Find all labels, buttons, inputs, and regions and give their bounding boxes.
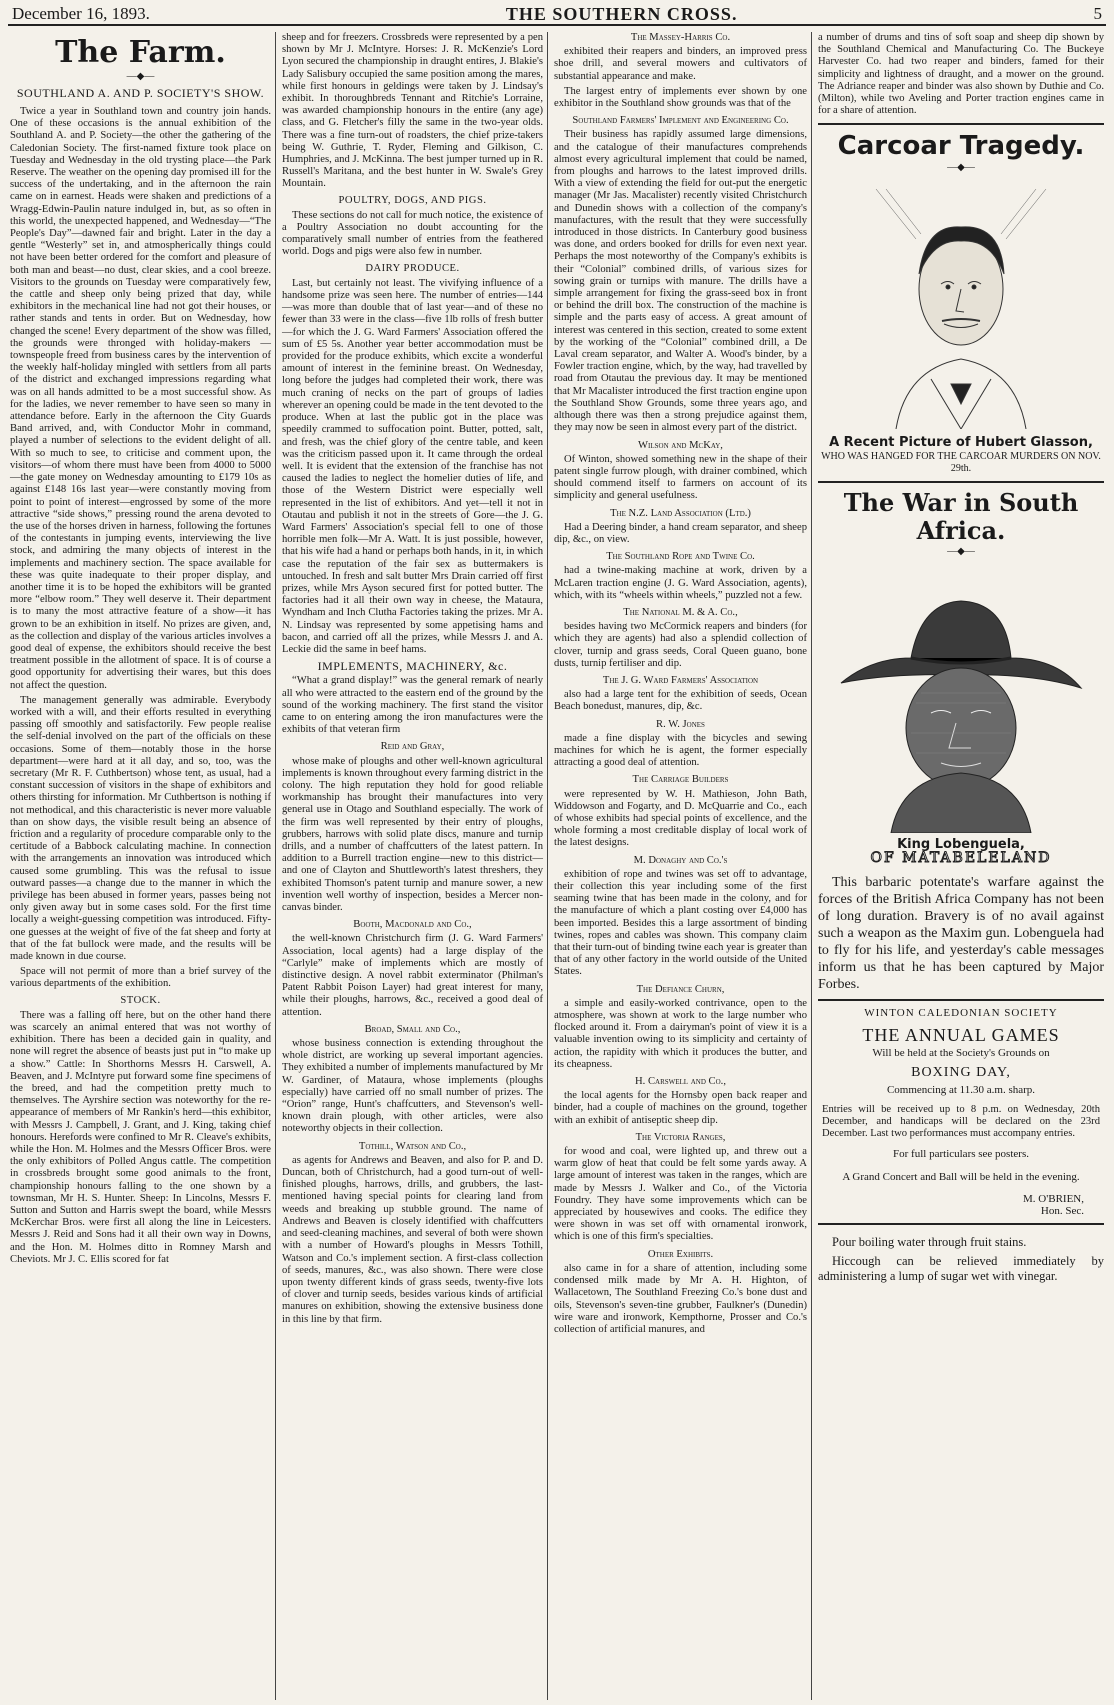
divider: [818, 481, 1104, 483]
implements-heading: IMPLEMENTS, MACHINERY, &c.: [317, 659, 508, 674]
column-4: [814, 32, 1108, 1700]
divider: [818, 999, 1104, 1001]
masthead: [8, 4, 1106, 26]
ad-posters: For full particulars see posters.: [893, 1148, 1029, 1161]
ad-concert: A Grand Concert and Ball will be held in the evening.: [842, 1170, 1080, 1183]
paragraph: for wood and coal, were lighted up, and threw out a warm glow of heat that could be felt some yards away. A large amount of interest was taken in the ranges, which are made by Messrs J. Walker and Co., of the Victoria Foundry. They have some improvements which can be appreciated by housewives and cooks. The edifice they were shown in was set off with ornamental ironwork, which is one of this firm's specialties.: [554, 1146, 807, 1243]
page-number: 5: [1093, 4, 1102, 23]
paragraph: were represented by W. H. Mathieson, John Bath, Widdowson and Fogarty, and D. McQuarrie and Co., each of whose exhibits had special points of excellence, and the whole forming a most creditable display of local work of the latest designs.: [554, 788, 807, 849]
column-1: [6, 32, 276, 1700]
paragraph: exhibited their reapers and binders, an improved press shoe drill, and several mowers and cultivators of substantial appearance and make.: [554, 46, 807, 82]
paragraph: Twice a year in Southland town and country join hands. One of these occasions is the annual exhibition of the Southland A. and P. Society—the other the gathering of the Caledonian Society. The first-named fixture took place on Tuesday and Wednesday in the old trysting place—the Park Reserve. The weather on the opening day promised ill for the success of the undertaking, and in the afternoon the rain came on in earnest. Heads were shaken and predictions of a Wragg-Edwin-Paulin nature indulged in, but, as so often in this world, the unexpected happened, and Wednesday—“The People's Day”—dawned fair and bright. Later in the day a gentle “Westerly” set in, and atmospherically things could not have been better ordered for the comfort and pleasure of both man and beast—no dust, clear skies, and a cool breeze. Visitors to the grounds on Tuesday were comparatively few, the cattle and sheep only being prized that day, while exhibitors in the mechanical line had not got their houses, or rather stands and tents in order. But on Wednesday, how changed the scene! Every department of the show was filled, the grounds were thronged with holiday-makers — townspeople freed from business cares by the intervention of the weekly half-holiday mingled with settlers from all parts of the district and exchanged impressions regarding what was on all hands admitted to be a most successful show. As for the ladies, we never remember to have seen so many in attendance before. Early in the afternoon the City Guards Band arrived, and, with Conductor Mohr in command, played a number of selections to the evident delight of all. With so much to see, to criticise and comment upon, the visitors—of whom there must have been from 4000 to 5000—the gate money on Wednesday amounting to £179 10s as against £148 16s last year—were constantly moving from point to point of interest—engrossed by some of the more attractive “side shows,” pressing round the arena devoted to the use of the horses driven in harness, following the fortunes of the contestants in jumping events, interviewing the live stock, and admiring the many objects of interest in the implements and machinery section. The space available for these was quite inadequate to their proper display, and another time it is to be hoped the exhibitors will be granted more “elbow room.” They well deserve it. Their department is to many the most attractive feature of a show—it has grown to be an exhibition in itself. No prizes are given, and, as the collection and display of the various articles involves a good deal of expense, the exhibitors should receive the best treatment possible in the allotment of space. It is of course a good opportunity for advertising their wares, but this does not affect the question.: [10, 106, 271, 691]
paragraph: as agents for Andrews and Beaven, and also for P. and D. Duncan, both of Christchurch, had a good turn-out of well-finished ploughs, harrows, drills, and grubbers, the last-mentioned having special points for clearing land from weeds and breaking up stubble ground. The name of Andrews and Beaven is closely identified with chaffcutters and seed-cleaning machines, and several of both were shown with a number of Howard's ploughs in Messrs Tothill, Watson and Co.'s implement section. A first-class collection of seeds, manures, &c., was also shown. There were close upon twenty different kinds of grass seeds, twenty-five lots of clover and turnip seeds, besides various kinds of artificial manures on exhibition, showing the extensive business done in this line by that firm.: [282, 1154, 543, 1325]
issue-date: December 16, 1893.: [12, 4, 150, 23]
games-advertisement: [818, 1007, 1104, 1217]
ad-signatory: M. O'BRIEN,: [1023, 1192, 1084, 1205]
firm-heading: M. Donaghy and Co.'s: [633, 854, 728, 866]
ad-held: Will be held at the Society's Grounds on: [872, 1047, 1050, 1060]
firm-heading: R. W. Jones: [656, 718, 705, 730]
stock-heading: STOCK.: [120, 994, 161, 1006]
firm-heading: The Carriage Builders: [632, 774, 729, 786]
paragraph: the local agents for the Hornsby open back reaper and binder, had a couple of machines on the ground, together with an exhibit of antiseptic sheep dip.: [554, 1090, 807, 1126]
matabeleland-caption: OF MATABELELAND: [870, 849, 1052, 866]
glasson-portrait: [856, 179, 1066, 429]
diamond-ornament-icon: ―◆―: [947, 546, 975, 558]
portrait-caption: A Recent Picture of Hubert Glasson,: [829, 435, 1093, 451]
hint-hiccough: Hiccough can be relieved immediately by administering a lump of sugar wet with vinegar.: [818, 1254, 1104, 1284]
firm-heading: The Massey-Harris Co.: [630, 32, 731, 43]
firm-heading: Southland Farmers' Implement and Engineering Co.: [572, 115, 789, 127]
carcoar-title: Carcoar Tragedy.: [837, 131, 1085, 162]
paragraph: the well-known Christchurch firm (J. G. Ward Farmers' Association, local agents) had a large display of the “Carlyle” make of implements which are mostly of distinctive design. A novel rabbit exterminator (Philman's Patent Rabbit Poison Layer) had great interest for many, while their ploughs, harrows, &c., received a good deal of attention.: [282, 933, 543, 1018]
divider: [818, 123, 1104, 125]
paragraph: Had a Deering binder, a hand cream separator, and sheep dip, &c., on view.: [554, 521, 807, 545]
firm-heading: Booth, Macdonald and Co.,: [353, 919, 472, 931]
paragraph: Last, but certainly not least. The vivifying influence of a handsome prize was seen here. The number of entries—144—was more than double that of last year—and of these no fewer than 33 were in the class—five 1lb rolls of fresh butter—for which the J. G. Ward Farmers' Association offered the sum of £5 5s. Another year better accommodation must be provided for the produce exhibits, which excite a wonderful amount of interest in the feminine breast. On Wednesday, long before the judges had completed their work, there was much craning of necks on the part of groups of ladies wherever an opening could be made in the tent devoted to the produce. When at last the public got in the place was speedily crammed to suffocation point. Butter, potted, salt, and fresh, was the chief glory of the centre table, and keen was the criticism passed upon it. It came through the ordeal well. It is evident that the extension of the franchise has not caused the ladies to neglect the homelier duties of life, and those of the Western District were especially well represented in the list of exhibitors. And yet—tell it not in Otautau and publish it not in the streets of Gore—the J. G. Ward Farmers' Association's special fell to one of those horrible men folk—Mr A. Watt. It is just possible, however, that his wife had a hand or perhaps both hands, in it, in which case the reputation of the fair sex as buttermakers is untouched. In fresh and salt butter Mrs Drain carried off first prizes, while Mrs Ayson secured first for potted butter. The factories had it all their own way in cheese, the Mataura, Wyndham and Inch Clutha Factories taking the prizes. Mr A. N. Lindsay was represented by some appetising hams and bacon, and carried off all the prizes, while Messrs J. and A. Leckie did the same in beef hams.: [282, 277, 543, 655]
farm-title: The Farm.: [55, 35, 226, 70]
poultry-heading: POULTRY, DOGS, AND PIGS.: [338, 194, 487, 206]
paragraph: “What a grand display!” was the general remark of nearly all who were attracted to the eastern end of the ground by the sound of the working machinery. The first stand the visitor came to on entering among the iron manufactures were the exhibits of that veteran firm: [282, 675, 543, 736]
paragraph: had a twine-making machine at work, driven by a McLaren traction engine (J. G. Ward Association, agents), which, with its “wheels within wheels,” puzzled not a few.: [554, 565, 807, 601]
firm-heading: Reid and Gray,: [380, 741, 445, 753]
firm-heading: The N.Z. Land Association (Ltd.): [610, 507, 751, 519]
firm-heading: The National M. & A. Co.,: [623, 606, 738, 618]
diamond-ornament-icon: ―◆―: [126, 71, 155, 82]
newspaper-title: THE SOUTHERN CROSS.: [505, 3, 738, 24]
ad-society: WINTON CALEDONIAN SOCIETY: [864, 1006, 1058, 1019]
lobenguela-portrait: [831, 563, 1091, 833]
firm-heading: H. Carswell and Co.,: [635, 1076, 726, 1088]
paragraph: a number of drums and tins of soft soap and sheep dip shown by the Southland Chemical and Manufacturing Co. The Buckeye Harvester Co. had two reaper and binders, famed for their simplicity and lightness of draught, and a mower on the ground. The Adriance reaper and binder was also shown by Duthie and Co. (Milton), while two Aveling and Porter traction engines came in for a share of attention.: [818, 32, 1104, 117]
paragraph: The management generally was admirable. Everybody worked with a will, and their efforts resulted in everything passing off smoothly and satisfactorily. Few people realise the self-denial involved on the part of the officials on these occasions. Some of them—notably those in the horse department—were hard at it all day, and so, too, was the secretary (Mr R. F. Cuthbertson) whose tent, as usual, had a constant succession of visitors in the shape of exhibitors and others thirsting for information. Mr Cuthbertson is nothing if not methodical, and this characteristic is never more valuable than on show days, the visible result being an absence of friction and a regularity of procedure comparable only to the certitude of a Babbock calculating machine. In connection with the arrangements an innovation was introduced which caused some grumbling. This was the refusal to issue outward passes—a change due to the manner in which the privilege has been abused in former years, passes being not only given away but in some cases sold. For the first time locally a weight-guessing competition was introduced. Fifty-one guesses at the weight of five of the fat sheep and forty at that of the fat bullock were made, and the results will be made known in due course.: [10, 694, 271, 963]
war-paragraph: This barbaric potentate's warfare against the forces of the British Africa Company has not been of long duration. Bravery is of no avail against such a weapon as the Maxim gun. Lobenguela had to fly for his life, and yesterday's cable messages inform us that he has been captured by Major Forbes.: [818, 874, 1104, 992]
paragraph: whose make of ploughs and other well-known agricultural implements is known throughout every farming district in the colony. The high reputation they hold for good reliable workmanship has brought their manufactures into very general use in Otago and Southland especially. The work of the firm was well represented by their entry of ploughs, grubbers, harrows with solid plate discs, manure and turnip drills, and a number of chaffcutters of the latest pattern. In addition to a Burrell traction engine—new to this district—and one of Clayton and Shuttleworth's latest threshers, they exhibited Thomson's patent turnip and manure sower, a new invention well worthy of inspection, besides a Mercer non-canvas binder.: [282, 755, 543, 914]
paragraph: These sections do not call for much notice, the existence of a Poultry Association no doubt accounting for the comparatively small number of entries from the feathered world. Dogs and pigs were also few in number.: [282, 209, 543, 258]
paragraph: also came in for a share of attention, including some condensed milk made by Mr A. H. Highton, of Wallacetown, The Southland Freezing Co.'s bone dust and oils, Stevenson's seven-tine grubber, Faulkner's (Dunedin) wire ware and ironwork, Kempthorne, Prosser and Co.'s collection of artificial manures, and: [554, 1262, 807, 1335]
dairy-heading: DAIRY PRODUCE.: [365, 262, 460, 274]
firm-heading: The Southland Rope and Twine Co.: [606, 551, 755, 563]
paragraph: whose business connection is extending throughout the whole district, are working up several important agencies. They exhibited a number of implements manufactured by Mr W. Gardiner, of Mataura, whose implements (ploughs especially) have carried off no small number of prizes. The “Orion” range, Hunt's chaffcutters, and Stevenson's well-known drain plough, with other articles, were also noteworthy objects in their collection.: [282, 1038, 543, 1135]
firm-heading: Other Exhibits.: [647, 1248, 714, 1260]
portrait-subcaption: WHO WAS HANGED FOR THE CARCOAR MURDERS ON NOV. 29th.: [821, 451, 1101, 475]
hint-fruit-stains: Pour boiling water through fruit stains.: [832, 1235, 1027, 1250]
diamond-ornament-icon: ―◆―: [947, 162, 975, 174]
paragraph: Their business has rapidly assumed large dimensions, and the catalogue of their manufactures comprehends almost every agricultural implement that could be named, from ploughs and harrows to the latest improved drills. With a view of extending the field for out-put the energetic manager (Mr Jas. Macalister) recently visited Christchurch and Dunedin shows with a collection of the company's manufactures, with the result that they were successfully introduced in those districts. In Canterbury good business was done, and orders booked for drills for even next year. Perhaps the most noteworthy of the Company's exhibits is their “Colonial” combined drills, of various sizes for sowing grain or turnips with manure. The drills have a simple arrangement for fixing the grass-seed box in front or behind the drill box. The construction of the machine is simple and the parts easy of access. A great amount of interest was centered in this section, created to some extent by the working of the “Colonial” combined drill, a De Laval cream separator, and Walter A. Wood's binder, by a Fowler traction engine, which, by the way, had travelled by road from Otautau the previous day. It may be mentioned that Mr Macalister introduced the first traction engine upon the Southland Show Grounds, some three years ago, and although there was then a strong prejudice against them, they may now be seen in almost every part of the district.: [554, 129, 807, 434]
firm-heading: The Defiance Churn,: [636, 983, 725, 995]
war-title: The War in South Africa.: [843, 488, 1079, 546]
ad-boxing-day: BOXING DAY,: [911, 1065, 1011, 1081]
paragraph: Space will not permit of more than a brief survey of the various departments of the exhibition.: [10, 966, 271, 990]
column-2: [278, 32, 548, 1700]
firm-heading: The Victoria Ranges,: [635, 1131, 726, 1143]
paragraph: There was a falling off here, but on the other hand there was scarcely an animal entered that was not worthy of exhibition. There has been a decided gain in quality, and none will regret the absence of beasts just put in “to make up a show.” Cattle: In Shorthorns Messrs H. Carswell, A. Beaven, and J. McIntyre put forward some fine specimens of the breed, and had the competition pretty much to themselves. The Ayrshire section was noteworthy for the re-appearance of members of Mr Rankin's herd—this exhibitor, with Messrs J. Campbell, J. Grant, and J. King, taking chief honours. Herefords were confined to Mr R. Cleave's exhibits, while the Hon. M. Holmes and the Messrs Officer Bros. were the only exhibitors of Polled Angus cattle. The competition in crossbreds brought some good animals to the front, championship honours falling to the one shown by a townsman, Mr H. S. Hunter. Sheep: In Lincolns, Messrs F. Sutton and Sutton and Harris swept the board, while Messrs McKerchar Bros. were first all along the line in Leicesters. Messrs J. Reid and Sons had it all their own way in Downs, and the Hon. M. Holmes ditto in Romney Marsh and Cheviots. Mr J. C. Ellis scored for fat: [10, 1009, 271, 1265]
paragraph: made a fine display with the bicycles and sewing machines for which he is agent, the former especially attracting a good deal of attention.: [554, 732, 807, 769]
paragraph: Of Winton, showed something new in the shape of their patent single furrow plough, with drainer combined, which should commend itself to farmers on account of its simplicity and general usefulness.: [554, 453, 807, 502]
paragraph: The largest entry of implements ever shown by one exhibitor in the Southland show grounds was that of the: [554, 85, 807, 110]
paragraph: sheep and for freezers. Crossbreds were represented by a pen shown by Mr J. McIntyre. Horses: J. R. McKenzie's Lord Lyon secured the championship in draught entires, J. Blakie's Lady Salisbury occupied the same position among the mares, while first honours in geldings were taken by J. Lindsay's exhibit. In thoroughbreds Tennant and Ritchie's Lorraine, was awarded championship honours in the entire (any age) class, and G. Fletcher's filly the same in the two-year olds. There was a fine turn-out of roadsters, the chief prize-takers being W. Guthrie, T. Ryder, Fleming and Gilkison, C. Humphries, and J. McKinna. The best jumper turned up in R. Russell's Maritana, and the best hunter in W. Swale's Grey Mountain.: [282, 32, 543, 190]
paragraph: exhibition of rope and twines was set off to advantage, their collection this year including some of the first seaming twine that has been made in the colony, and for the manufacture of which a plant costing over £4,000 has been imported. Besides this a large assortment of binding twines, ropes and cables was shown. This company claim that their turn-out of binding twine each year is greater than that of any other factory in the world outside of the United States.: [554, 868, 807, 978]
ad-role: Hon. Sec.: [1040, 1205, 1084, 1218]
firm-heading: The J. G. Ward Farmers' Association: [602, 674, 759, 686]
ad-entries: Entries will be received up to 8 p.m. on Wednesday, 20th December, and handicaps will be declared on the 23rd December. Last two performances must accompany entries.: [822, 1103, 1100, 1140]
paragraph: besides having two McCormick reapers and binders (for which they are agents) had also a splendid collection of clover, turnip and grass seeds, Coral Queen guano, bone dusts, turnip fertiliser and dip.: [554, 621, 807, 669]
ad-games: THE ANNUAL GAMES: [862, 1025, 1060, 1046]
ad-commence: Commencing at 11.30 a.m. sharp.: [886, 1083, 1036, 1096]
firm-heading: Tothill, Watson and Co.,: [358, 1140, 467, 1152]
firm-heading: Wilson and McKay,: [638, 439, 723, 451]
paragraph: also had a large tent for the exhibition of seeds, Ocean Beach bonedust, manures, dip, &c.: [554, 689, 807, 713]
paragraph: a simple and easily-worked contrivance, open to the atmosphere, was shown at work to the large number who flocked around it. From a dairyman's point of view it is a valuable invention owing to its simplicity and certainty of action, the rapidity with which it produces the butter, and its cheapness.: [554, 997, 807, 1070]
firm-heading: Broad, Small and Co.,: [364, 1023, 461, 1035]
column-3: [550, 32, 812, 1700]
king-caption: King Lobenguela,: [897, 837, 1025, 853]
show-subhead: SOUTHLAND A. AND P. SOCIETY'S SHOW.: [16, 86, 265, 100]
divider: [818, 1223, 1104, 1225]
